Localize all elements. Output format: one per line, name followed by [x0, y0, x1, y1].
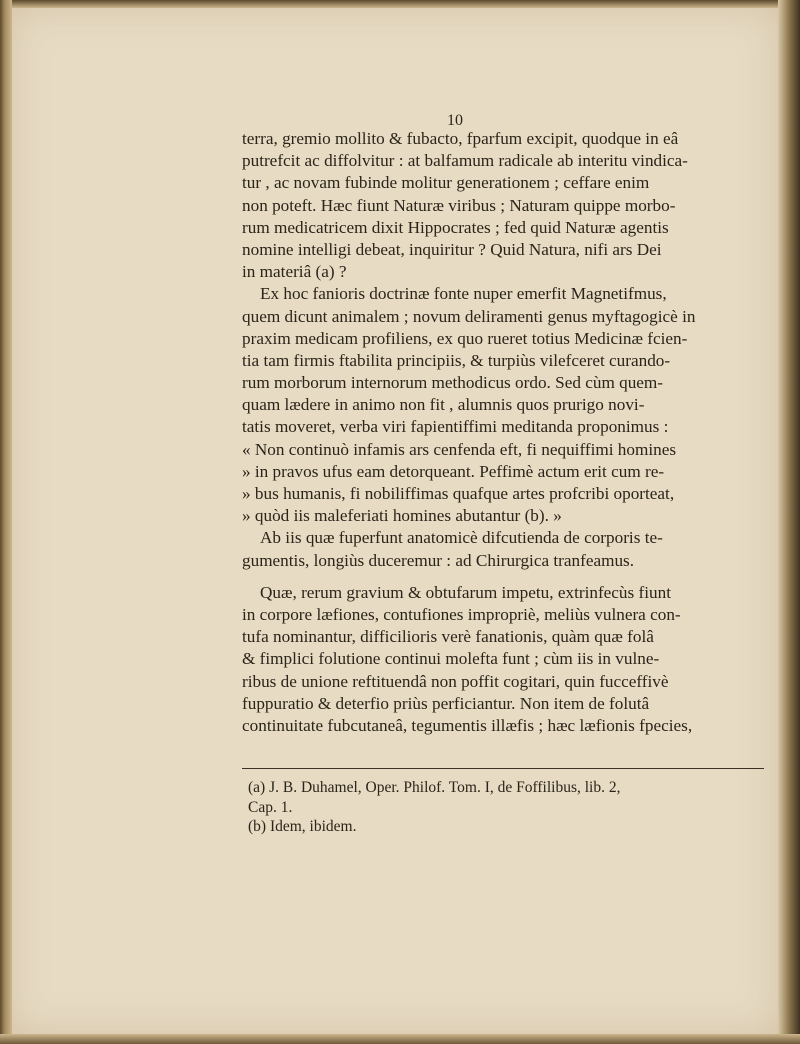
text-line: in materiâ (a) ? — [242, 262, 347, 282]
text-line: & fimplici folutione continui molefta funt ; cùm iis in vulne- — [242, 649, 660, 669]
footnote-rule — [242, 768, 764, 769]
page-right-edge — [778, 0, 800, 1044]
page-bottom-edge — [0, 1034, 800, 1044]
text-line: putrefcit ac diffolvitur : at balfamum radicale ab interitu vindica- — [242, 151, 688, 171]
paragraph-2 — [242, 283, 764, 527]
paragraph-gap — [242, 572, 764, 582]
page-number: 10 — [447, 112, 463, 129]
page-top-edge — [0, 0, 800, 8]
footnotes — [248, 778, 764, 837]
text-line: tur , ac novam fubinde molitur generationem ; ceffare enim — [242, 173, 650, 193]
text-line: terra, gremio mollito & fubacto, fparfum excipit, quodque in eâ — [242, 129, 679, 148]
text-line: ribus de unione reftituendâ non poffit cogitari, quin fucceffivè — [242, 671, 669, 691]
page-left-edge — [0, 0, 12, 1044]
text-line: tatis moveret, verba viri fapientiffimi meditanda proponimus : — [242, 417, 669, 437]
text-line: Ex hoc fanioris doctrinæ fonte nuper emerfit Magnetifmus, — [260, 284, 667, 304]
text-line: rum medicatricem dixit Hippocrates ; fed quid Naturæ agentis — [242, 217, 669, 237]
text-line: Quæ, rerum gravium & obtufarum impetu, extrinfecùs fiunt — [260, 582, 671, 602]
text-line: Ab iis quæ fuperfunt anatomicè difcutienda de corporis te- — [260, 528, 663, 548]
paragraph-1 — [242, 128, 764, 283]
text-line: gumentis, longiùs duceremur : ad Chirurgica tranfeamus. — [242, 550, 635, 570]
quote-line: » bus humanis, fi nobiliffimas quafque artes profcribi oporteat, — [242, 484, 675, 503]
paragraph-4 — [242, 582, 764, 737]
text-line: in corpore læfiones, contufiones impropriè, meliùs vulnera con- — [242, 604, 681, 624]
text-line: fuppuratio & deterfio priùs perficiantur. Non item de folutâ — [242, 693, 650, 713]
paragraph-3 — [242, 527, 764, 571]
footnote-a-continuation: Cap. 1. — [248, 798, 293, 816]
text-line: tufa nominantur, difficilioris verè fanationis, quàm quæ folâ — [242, 627, 654, 647]
text-line: quam lædere in animo non fit , alumnis quos prurigo novi- — [242, 395, 645, 415]
text-line: continuitate fubcutaneâ, tegumentis illæfis ; hæc læfionis fpecies, — [242, 715, 693, 735]
quote-line: » quòd iis maleferiati homines abutantur (b). » — [242, 506, 562, 526]
text-line: tia tam firmis ftabilita principiis, & turpiùs vilefceret curando- — [242, 350, 671, 370]
text-line: praxim medicam profiliens, ex quo rueret totius Medicinæ fcien- — [242, 328, 688, 348]
footnote-b: (b) Idem, ibidem. — [248, 818, 357, 835]
text-line: non poteft. Hæc fiunt Naturæ viribus ; Naturam quippe morbo- — [242, 195, 676, 215]
text-line: rum morborum internorum methodicus ordo. Sed cùm quem- — [242, 373, 664, 393]
text-line: nomine intelligi debeat, inquiritur ? Quid Natura, nifi ars Dei — [242, 239, 662, 259]
quote-line: « Non continuò infamis ars cenfenda eft, fi nequiffimi homines — [242, 439, 677, 459]
quote-line: » in pravos ufus eam detorqueant. Peffimè actum erit cum re- — [242, 461, 665, 481]
footnote-a: (a) J. B. Duhamel, Oper. Philof. Tom. I, de Foffilibus, lib. 2, — [248, 779, 621, 796]
text-line: quem dicunt animalem ; novum deliramenti genus myftagogicè in — [242, 306, 696, 326]
main-text — [242, 128, 764, 737]
